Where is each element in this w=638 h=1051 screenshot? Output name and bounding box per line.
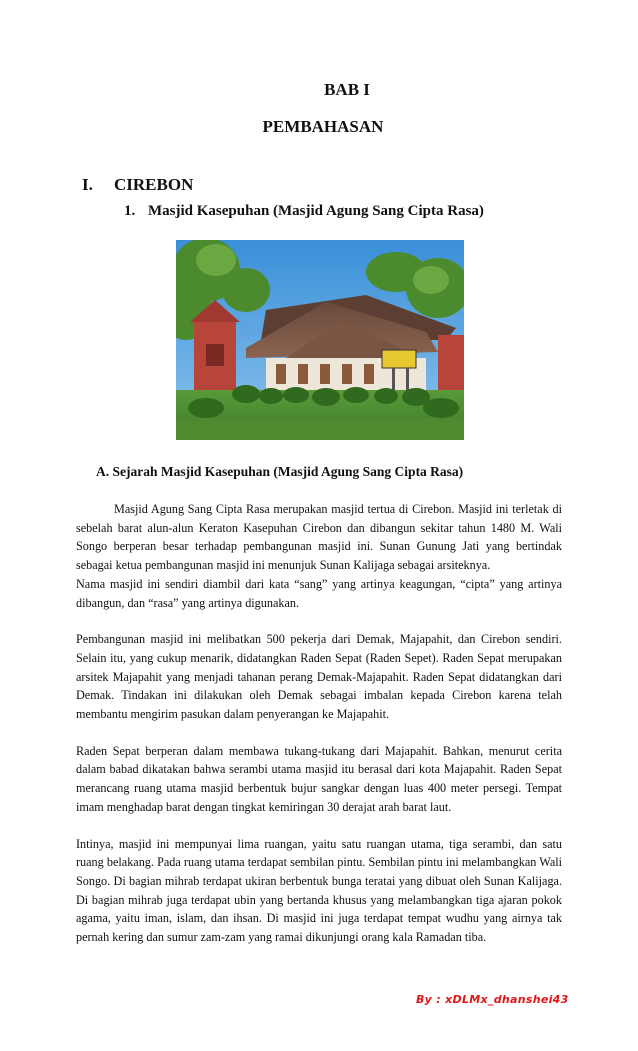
mosque-photo — [176, 240, 464, 440]
paragraph-1: Masjid Agung Sang Cipta Rasa merupakan masjid tertua di Cirebon. Masjid ini terletak di sebelah barat alun-alun Keraton Kasepuhan Cirebon dan dibangun sekitar tahun 1480 M. Wali Songo berperan besar terhadap pembangunan masjid ini. Sunan Gunung Jati yang bertindak sebagai ketua pembangunan masjid ini menunjuk Sunan Kalijaga sebagai arsiteknya. — [76, 502, 562, 573]
section-number: I. — [82, 175, 93, 194]
author-credit: By : xDLMx_dhanshei43 — [416, 993, 569, 1006]
paragraph-5: Intinya, masjid ini mempunyai lima ruangan, yaitu satu ruangan utama, tiga serambi, dan satu ruang belakang. Pada ruang utama terdapat sembilan pintu. Sembilan pintu ini melambangkan Wali Songo. Di bagian mihrab terdapat ukiran berbentuk bunga teratai yang dibuat oleh Sunan Kalijaga. Di bagian mihrab juga terdapat ubin yang bertanda khusus yang melambangkan tiga ajaran pokok agama, yaitu iman, islam, dan ihsan. Di masjid ini juga terdapat tempat wudhu yang airnya tak pernah kering dan sumur zam-zam yang ramai dikunjungi orang kala Ramadan tiba. — [76, 836, 562, 945]
subsection-title: Masjid Kasepuhan (Masjid Agung Sang Cipta Rasa) — [148, 203, 484, 219]
chapter-title: PEMBAHASAN — [262, 117, 384, 136]
section-heading — [82, 175, 193, 195]
paragraph-3: Pembangunan masjid ini melibatkan 500 pekerja dari Demak, Majapahit, dan Cirebon sendiri. Selain itu, yang cukup menarik, didatangkan Raden Sepat (Raden Sepet). Raden Sepat merupakan arsitek Majapahit yang menjadi tahanan perang Demak-Majapahit. Raden Sepat didatangkan dari Demak. Tindakan ini dilakukan oleh Demak sebagai imbalan kepada Cirebon karena telah membantu mengirim pasukan dalam penyerangan ke Majapahit. — [76, 632, 562, 722]
subsection-heading — [124, 203, 484, 220]
chapter-number: BAB I — [324, 80, 370, 99]
paragraph-4: Raden Sepat berperan dalam membawa tukang-tukang dari Majapahit. Bahkan, menurut cerita dalam babad dikatakan bahwa serambi utama masjid itu berasal dari kota Majapahit. Raden Sepat merancang ruang utama masjid berbentuk bujur sangkar dengan luas 400 meter persegi. Tempat imam menghadap barat dengan tingkat kemiringan 30 derajat arah barat laut. — [76, 743, 562, 814]
subsection-number: 1. — [124, 203, 136, 219]
history-heading: A. Sejarah Masjid Kasepuhan (Masjid Agung Sang Cipta Rasa) — [96, 464, 464, 479]
body-text — [76, 500, 562, 947]
section-title: CIREBON — [114, 175, 194, 194]
paragraph-2: Nama masjid ini sendiri diambil dari kata “sang” yang artinya keagungan, “cipta” yang artinya dibangun, dan “rasa” yang artinya digunakan. — [76, 576, 562, 610]
